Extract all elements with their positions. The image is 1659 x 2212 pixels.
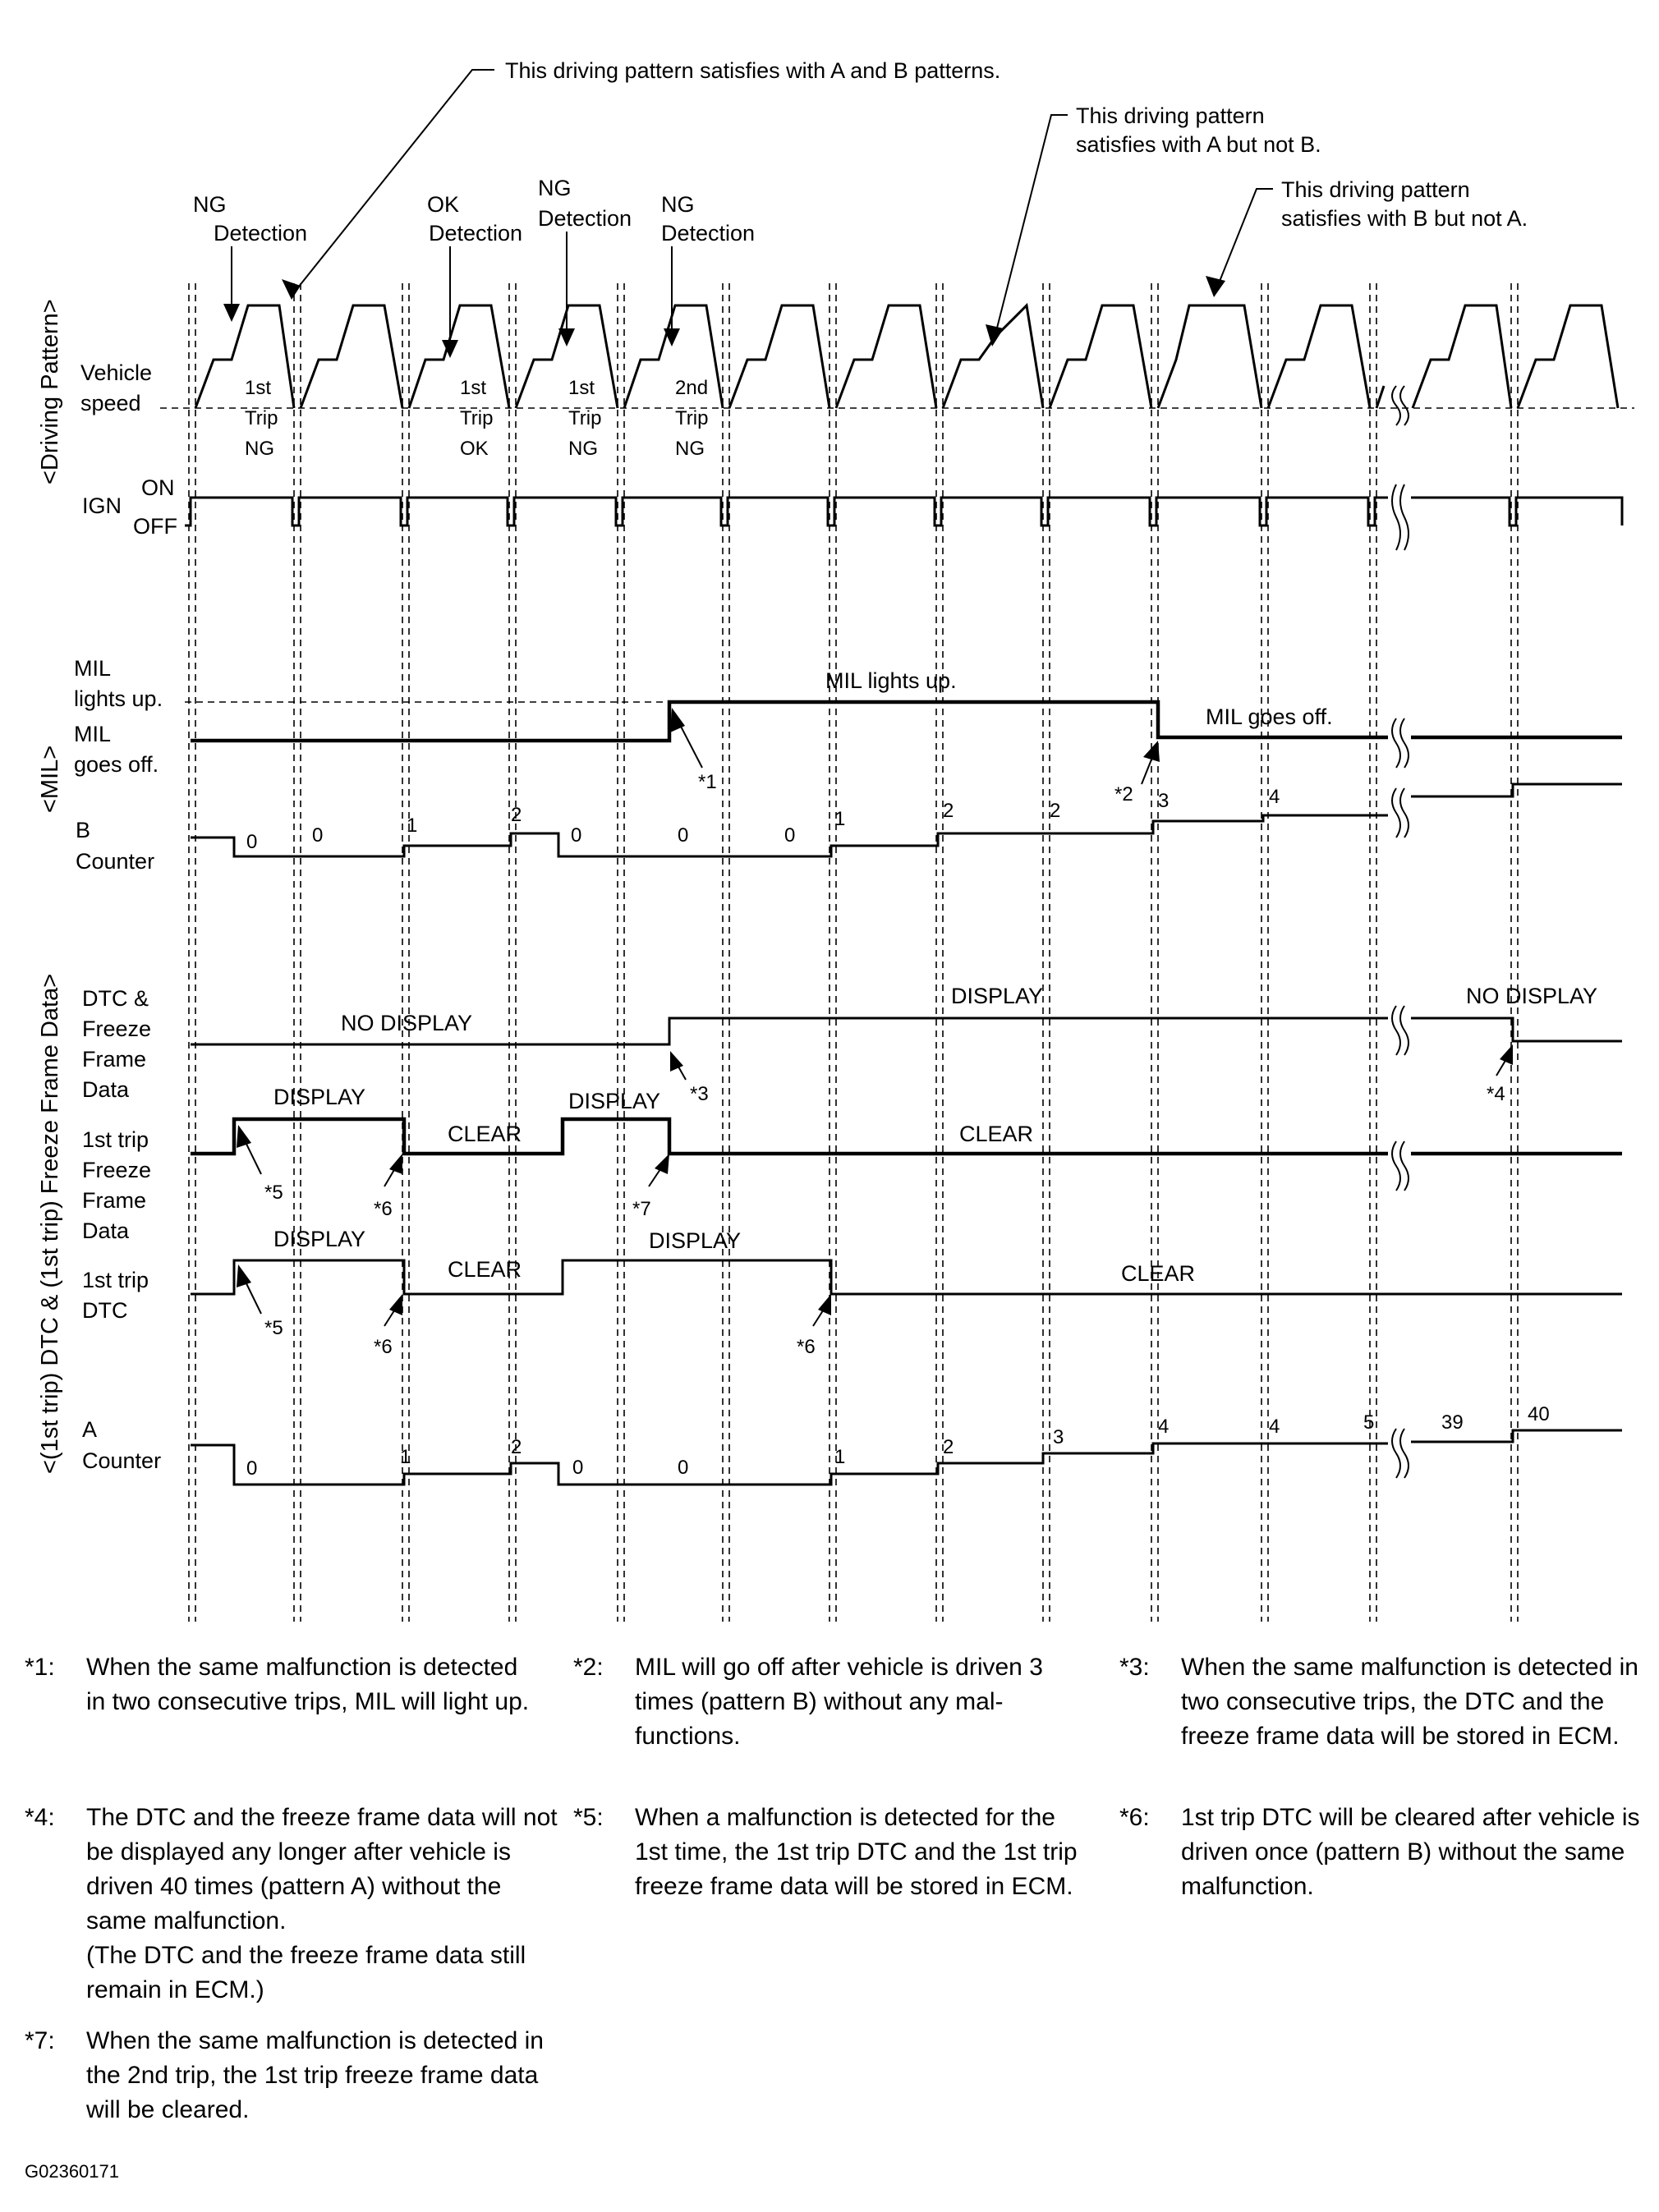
svg-text:Freeze: Freeze <box>82 1017 152 1041</box>
svg-text:0: 0 <box>571 824 582 847</box>
svg-text:1: 1 <box>834 808 846 830</box>
svg-text:CLEAR: CLEAR <box>959 1122 1034 1146</box>
mil-lights-up-label: MIL lights up. <box>825 668 957 693</box>
marker-6c: *6 <box>797 1336 816 1358</box>
svg-text:5: 5 <box>1363 1411 1375 1434</box>
marker-4: *4 <box>1487 1083 1505 1105</box>
svg-text:DISPLAY: DISPLAY <box>273 1227 366 1251</box>
svg-text:NG: NG <box>568 438 598 460</box>
svg-text:DISPLAY: DISPLAY <box>951 984 1044 1008</box>
svg-text:MIL: MIL <box>74 656 112 681</box>
svg-text:0: 0 <box>312 824 324 847</box>
svg-text:Trip: Trip <box>675 407 709 429</box>
svg-text:0: 0 <box>246 831 258 853</box>
dtc-ffd-waveform <box>191 984 1622 1105</box>
side-label-mil: <MIL> <box>37 745 63 813</box>
svg-text:Data: Data <box>82 1077 130 1102</box>
svg-text:2: 2 <box>943 1436 954 1458</box>
svg-text:Detection: Detection <box>661 221 756 246</box>
marker-2: *2 <box>1114 783 1133 805</box>
svg-text:Freeze: Freeze <box>82 1158 152 1182</box>
callout-a-not-b-1: This driving pattern <box>1076 103 1265 128</box>
svg-text:4: 4 <box>1269 1416 1280 1438</box>
svg-text:ON: ON <box>141 475 175 500</box>
svg-text:Detection: Detection <box>429 221 523 246</box>
svg-text:NO DISPLAY: NO DISPLAY <box>341 1011 473 1035</box>
footnotes: *1: When the same malfunction is detected in two consecutive trips, MIL will light up. *2: MIL will go off after vehicle is driven 3 times (pattern B) without any mal-functions. *3: When the same malfunction is detected in two consecutive trips, the DTC and the freeze frame data will be stored in ECM. *4: The DTC and the freeze frame data will not be displayed any longer after vehicle is driven 40 times (pattern A) without the same malfunction. (The DTC and the freeze frame data still remain in ECM.) *5: When a malfunction is detected for the 1st time, the 1st trip DTC and the 1st trip freeze frame data will be stored in ECM. *6: 1st trip DTC will be cleared after vehicle is driven once (pattern B) without the same malfunction. *7: When the same malfunction is detected in the 2nd trip, the 1st trip freeze frame data will be cleared. <box>25 1654 1640 2123</box>
callout-a-not-b-2: satisfies with A but not B. <box>1076 132 1321 157</box>
marker-1: *1 <box>698 771 717 793</box>
svg-text:Detection: Detection <box>214 221 308 246</box>
marker-6: *6 <box>374 1198 393 1220</box>
svg-text:0: 0 <box>572 1457 584 1479</box>
svg-text:Trip: Trip <box>568 407 602 429</box>
svg-text:goes off.: goes off. <box>74 752 159 777</box>
svg-text:Vehicle: Vehicle <box>80 360 153 385</box>
mil-waveform <box>185 668 1622 805</box>
detection-labels <box>193 176 755 358</box>
svg-text:DISPLAY: DISPLAY <box>649 1228 742 1253</box>
svg-text:NG: NG <box>245 438 274 460</box>
svg-text:Frame: Frame <box>82 1047 147 1072</box>
svg-text:NG: NG <box>538 176 572 200</box>
svg-text:DTC &: DTC & <box>82 986 149 1011</box>
svg-text:0: 0 <box>784 824 796 847</box>
svg-text:2: 2 <box>511 804 522 826</box>
first-trip-dtc-waveform <box>191 1227 1622 1358</box>
marker-3: *3 <box>690 1083 709 1105</box>
svg-text:NG: NG <box>193 192 227 217</box>
svg-text:3: 3 <box>1158 790 1170 812</box>
svg-text:1st trip: 1st trip <box>82 1268 149 1292</box>
svg-text:CLEAR: CLEAR <box>448 1122 522 1146</box>
svg-text:1: 1 <box>400 1446 411 1468</box>
svg-text:2: 2 <box>943 800 954 822</box>
svg-text:IGN: IGN <box>82 493 122 518</box>
svg-text:0: 0 <box>246 1457 258 1480</box>
svg-text:1st trip: 1st trip <box>82 1127 149 1152</box>
marker-5: *5 <box>264 1182 283 1204</box>
svg-text:Trip: Trip <box>460 407 494 429</box>
svg-text:lights up.: lights up. <box>74 686 163 711</box>
svg-text:CLEAR: CLEAR <box>448 1257 522 1282</box>
svg-text:2nd: 2nd <box>675 377 709 399</box>
svg-text:39: 39 <box>1441 1411 1464 1434</box>
svg-text:A: A <box>82 1417 98 1442</box>
row-labels <box>74 360 177 1473</box>
callout-b-not-a-1: This driving pattern <box>1281 177 1470 202</box>
svg-text:NG: NG <box>661 192 695 217</box>
stop-guides <box>189 283 1518 1622</box>
svg-text:2: 2 <box>511 1436 522 1458</box>
svg-text:40: 40 <box>1528 1403 1550 1425</box>
svg-text:1: 1 <box>834 1446 846 1468</box>
svg-text:0: 0 <box>678 1457 689 1479</box>
svg-text:DISPLAY: DISPLAY <box>273 1085 366 1109</box>
svg-text:DTC: DTC <box>82 1298 128 1323</box>
svg-text:4: 4 <box>1158 1416 1170 1438</box>
svg-text:1st: 1st <box>460 377 487 399</box>
svg-text:CLEAR: CLEAR <box>1121 1261 1196 1286</box>
svg-text:2: 2 <box>1050 800 1061 822</box>
svg-text:Frame: Frame <box>82 1188 147 1213</box>
svg-text:Detection: Detection <box>538 206 632 231</box>
svg-text:speed: speed <box>80 391 141 415</box>
trip-labels <box>245 377 708 460</box>
svg-text:Trip: Trip <box>245 407 278 429</box>
marker-6b: *6 <box>374 1336 393 1358</box>
mil-goes-off-label: MIL goes off. <box>1206 704 1333 729</box>
svg-text:DISPLAY: DISPLAY <box>568 1089 661 1113</box>
first-trip-ffd-waveform <box>191 1085 1622 1220</box>
svg-text:4: 4 <box>1269 786 1280 808</box>
callouts <box>282 58 1528 346</box>
marker-5b: *5 <box>264 1317 283 1339</box>
svg-text:MIL: MIL <box>74 722 112 746</box>
svg-text:OK: OK <box>460 438 489 460</box>
marker-7: *7 <box>632 1198 651 1220</box>
svg-text:1: 1 <box>407 815 418 837</box>
svg-text:3: 3 <box>1053 1426 1064 1448</box>
callout-b-not-a-2: satisfies with B but not A. <box>1281 206 1528 231</box>
svg-text:Data: Data <box>82 1218 130 1243</box>
callout-ab: This driving pattern satisfies with A and B patterns. <box>505 58 1001 83</box>
svg-text:NO DISPLAY: NO DISPLAY <box>1466 984 1598 1008</box>
break-marks <box>1392 386 1409 1478</box>
svg-text:0: 0 <box>678 824 689 847</box>
svg-text:B: B <box>76 818 91 842</box>
svg-text:1st: 1st <box>568 377 595 399</box>
side-label-dtc: <(1st trip) DTC & (1st trip) Freeze Frame Data> <box>37 973 63 1474</box>
svg-text:1st: 1st <box>245 377 272 399</box>
svg-text:NG: NG <box>675 438 705 460</box>
svg-text:OFF: OFF <box>133 514 177 539</box>
svg-text:OK: OK <box>427 192 460 217</box>
figure-code: G02360171 <box>25 2161 119 2182</box>
svg-text:Counter: Counter <box>76 849 155 874</box>
vehicle-speed-waveform <box>160 305 1634 408</box>
side-label-driving: <Driving Pattern> <box>37 299 63 484</box>
svg-text:Counter: Counter <box>82 1448 162 1473</box>
